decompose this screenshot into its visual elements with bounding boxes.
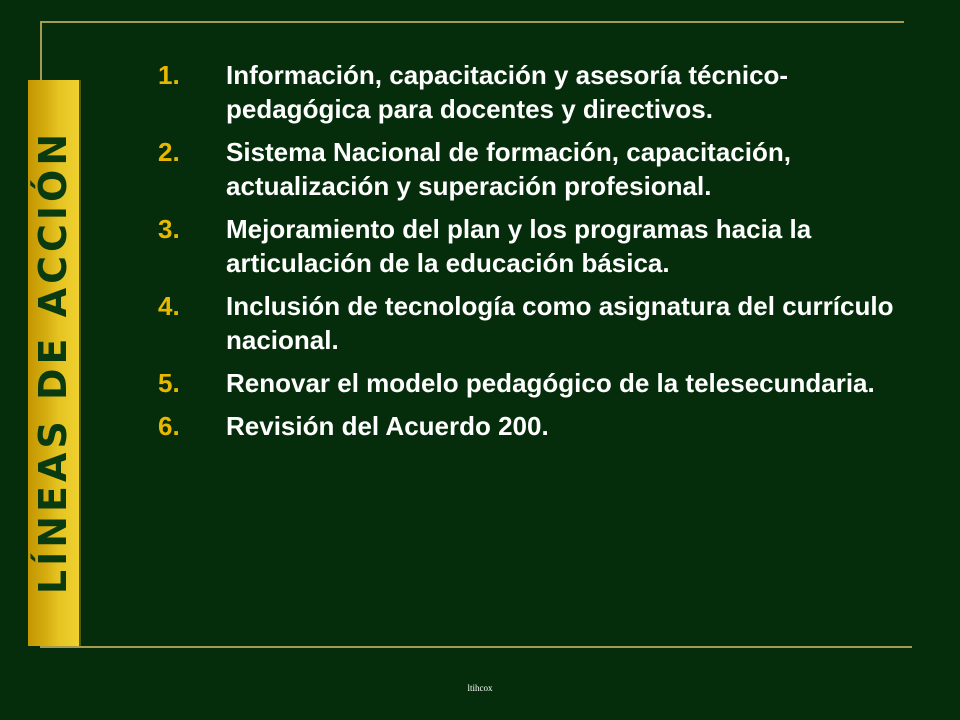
list-item-number: 2. (158, 137, 180, 167)
list-item-number: 4. (158, 291, 180, 321)
list-item-text: Inclusión de tecnología como asignatura del currículo nacional. (226, 291, 894, 355)
list-item-text: Renovar el modelo pedagógico de la telesecundaria. (226, 368, 875, 398)
list-item-text: Información, capacitación y asesoría técnico-pedagógica para docentes y directivos. (226, 60, 789, 124)
list-item-text: Sistema Nacional de formación, capacitación, actualización y superación profesional. (226, 137, 791, 201)
side-title: LÍNEAS DE ACCIÓN (31, 129, 75, 595)
list-item-number: 1. (158, 60, 180, 90)
list-item-text: Mejoramiento del plan y los programas hacia la articulación de la educación básica. (226, 214, 812, 278)
list-item-number: 3. (158, 214, 180, 244)
list-item-number: 6. (158, 411, 180, 441)
list-item (158, 135, 928, 203)
list-item (158, 409, 928, 443)
list-item (158, 289, 928, 357)
top-divider (40, 21, 904, 23)
side-title-bar-shadow (79, 80, 81, 646)
list-item (158, 58, 928, 126)
list-item-text: Revisión del Acuerdo 200. (226, 411, 549, 441)
bottom-divider (40, 646, 912, 648)
action-lines-list (158, 58, 928, 452)
list-item-number: 5. (158, 368, 180, 398)
footer-text: ltihcox (467, 683, 493, 693)
list-item (158, 212, 928, 280)
list-item (158, 366, 928, 400)
